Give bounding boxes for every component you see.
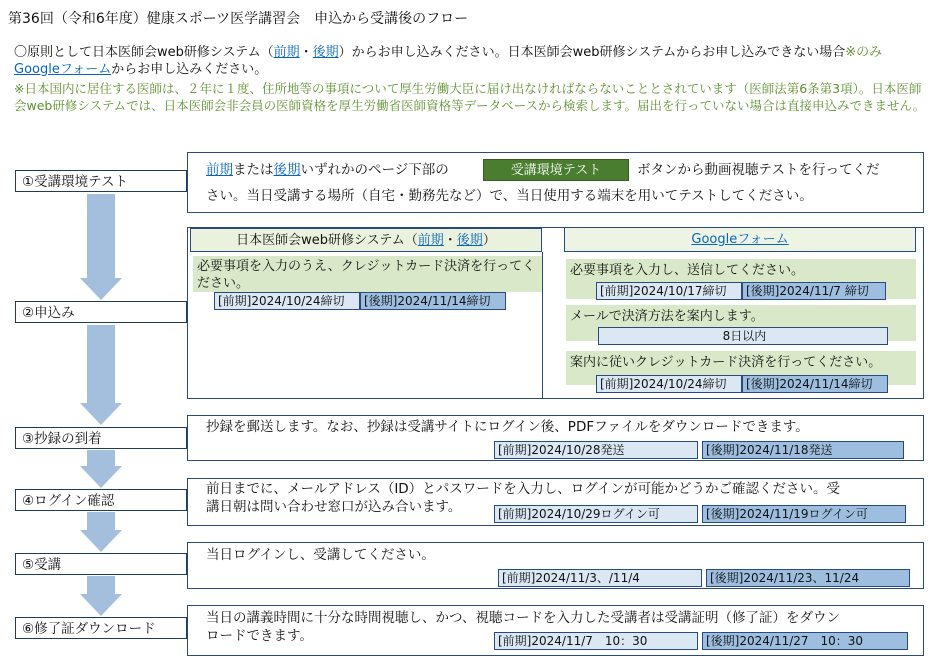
login-date-zenki: [前期]2024/10/29ログイン可 xyxy=(494,505,698,523)
kouki-link[interactable]: 後期 xyxy=(312,45,339,60)
google-step-mail: メールで決済方法を案内します。 xyxy=(566,305,916,341)
environment-test-button[interactable]: 受講環境テスト xyxy=(483,159,629,181)
zenki-page-link[interactable]: 前期 xyxy=(206,162,233,178)
google-deadline-kouki-2: [後期]2024/11/14締切 xyxy=(742,375,888,393)
abstract-date-zenki: [前期]2024/10/28発送 xyxy=(494,441,698,459)
google-form-header xyxy=(564,227,916,252)
google-deadline-zenki-1: [前期]2024/10/17締切 xyxy=(596,282,742,300)
step-abstract-arrival: ③抄録の到着 xyxy=(15,427,187,449)
google-deadline-zenki-2: [前期]2024/10/24締切 xyxy=(596,375,742,393)
flow-arrow xyxy=(80,450,122,488)
login-date-kouki: [後期]2024/11/19ログイン可 xyxy=(702,505,906,523)
step-application: ②申込み xyxy=(15,301,187,323)
step-attend: ⑤受講 xyxy=(15,553,187,575)
google-step-input: 必要事項を入力し、送信してください。 xyxy=(566,259,916,299)
flow-arrow xyxy=(80,576,122,616)
deadline-kouki: [後期]2024/11/14締切 xyxy=(360,292,506,310)
step-environment-test: ①受講環境テスト xyxy=(15,170,187,192)
zenki-link[interactable]: 前期 xyxy=(273,45,300,60)
header-zenki-link[interactable]: 前期 xyxy=(417,233,444,248)
certificate-date-zenki: [前期]2024/11/7 10：30 xyxy=(494,632,698,650)
attend-date-zenki: [前期]2024/11/3、/11/4 xyxy=(498,569,702,587)
deadline-zenki: [前期]2024/10/24締切 xyxy=(214,292,360,310)
google-step-payment: 案内に従いクレジットカード決済を行ってください。 xyxy=(566,351,916,385)
step-login-check: ④ログイン確認 xyxy=(15,489,187,511)
certificate-date-kouki: [後期]2024/11/27 10：30 xyxy=(702,632,908,650)
residency-note: ※日本国内に居住する医師は、２年に１度、住所地等の事項について厚生労働大臣に届け出なければならないこととされています（医師法第6条第3項）。日本医師会web研修システムでは、日本医師会非会員の医師資格を厚生労働省医師資格等データベースから検索します。届出を行っていない場合は直接申込みできません。 xyxy=(14,81,926,113)
step-certificate-download: ⑥修了証ダウンロード xyxy=(15,617,187,639)
google-form-header-link[interactable]: Googleフォーム xyxy=(691,232,789,247)
kouki-page-link[interactable]: 後期 xyxy=(273,162,301,178)
page-title: 第36回（令和6年度）健康スポーツ医学講習会 申込から受講後のフロー xyxy=(8,11,469,27)
google-form-link[interactable]: Googleフォーム xyxy=(14,62,112,77)
flow-arrow xyxy=(80,512,122,552)
jma-instruction: 必要事項を入力のうえ、クレジットカード決済を行ってください。 xyxy=(193,256,542,292)
flow-arrow xyxy=(80,194,122,300)
attend-date-kouki: [後期]2024/11/23、11/24 xyxy=(706,569,910,587)
intro-principle: 〇原則として日本医師会web研修システム（前期・後期）からお申し込みください。日本医師会web研修システムからお申し込みできない場合※のみGoogleフォームからお申し込みください。 xyxy=(14,45,883,77)
flow-arrow xyxy=(80,325,122,425)
google-within-days: 8日以内 xyxy=(598,327,888,345)
google-deadline-kouki-1: [後期]2024/11/7 締切 xyxy=(742,282,886,300)
abstract-date-kouki: [後期]2024/11/18発送 xyxy=(702,441,904,459)
jma-web-system-header: 日本医師会web研修システム（前期・後期） xyxy=(190,228,542,252)
header-kouki-link[interactable]: 後期 xyxy=(456,233,483,248)
